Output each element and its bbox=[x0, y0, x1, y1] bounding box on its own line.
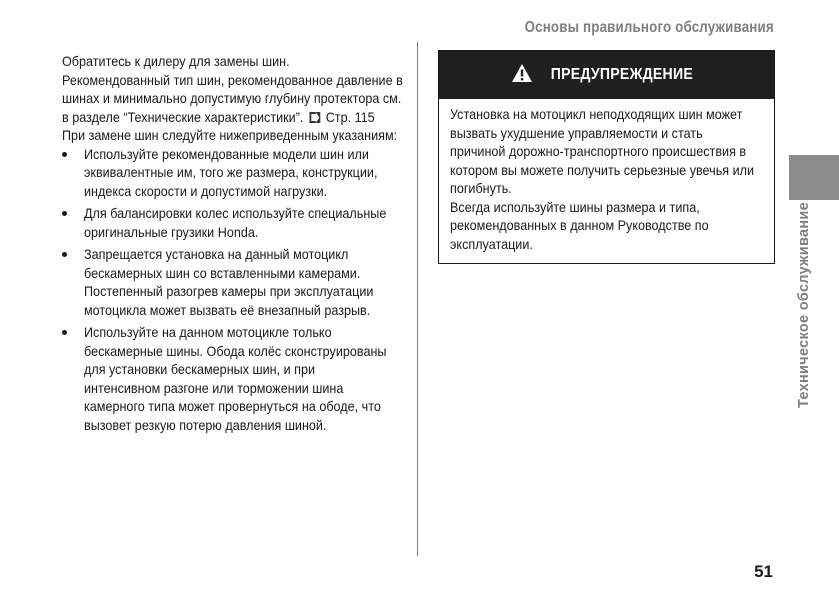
bullet-icon bbox=[62, 330, 67, 335]
left-column bbox=[62, 52, 407, 438]
side-section-label: Техническое обслуживание bbox=[796, 202, 812, 408]
instructions-list bbox=[62, 145, 407, 435]
list-item bbox=[62, 323, 407, 434]
warning-body bbox=[439, 99, 774, 253]
bullet-icon bbox=[62, 211, 67, 216]
list-item-text: Для балансировки колес используйте специальные оригинальные грузики Honda. bbox=[84, 205, 387, 240]
bullet-icon bbox=[62, 252, 67, 257]
page-reference-arrow-icon bbox=[310, 112, 321, 123]
side-tab-marker bbox=[789, 155, 839, 200]
replacement-lead-paragraph: При замене шин следуйте нижеприведенным указаниям: bbox=[62, 127, 398, 143]
intro-paragraph: Обратитесь к дилеру для замены шин. bbox=[62, 53, 290, 69]
column-divider bbox=[417, 42, 418, 556]
page-header-title: Основы правильного обслуживания bbox=[524, 19, 774, 36]
warning-title: ПРЕДУПРЕЖДЕНИЕ bbox=[550, 66, 693, 83]
list-item-text: Запрещается установка на данный мотоцикл бескамерных шин со вставленными камерами. Постепенный разогрев камеры при эксплуатации мотоцикла может вызвать её внезапный разрыв. bbox=[84, 246, 374, 318]
list-item-text: Используйте рекомендованные модели шин или эквивалентные им, того же размера, конструкции, индекса скорости и допустимой нагрузки. bbox=[84, 145, 378, 199]
warning-header bbox=[439, 51, 774, 99]
list-item-text: Используйте на данном мотоцикле только бескамерные шины. Обода колёс сконструированы для установки бескамерных шин, и при интенсивном разгоне или торможении шина камерного типа может провернуться на ободе, что вызовет резкую потерю давления шиной. bbox=[84, 324, 387, 433]
warning-text-1: Установка на мотоцикл неподходящих шин может вызвать ухудшение управляемости и стать причиной дорожно-транспортного происшествия в котором вы можете получить серьезные увечья или погибнуть. bbox=[450, 106, 755, 196]
page-number: 51 bbox=[754, 562, 773, 581]
list-item bbox=[62, 245, 407, 319]
recommended-paragraph bbox=[62, 71, 407, 127]
warning-text-2: Всегда используйте шины размера и типа, рекомендованных в данном Руководстве по эксплуатации. bbox=[450, 198, 709, 252]
warning-triangle-icon bbox=[511, 63, 533, 88]
warning-box bbox=[438, 50, 775, 264]
recommended-text: Рекомендованный тип шин, рекомендованное давление в шинах и минимально допустимую глубину протектора см. в разделе “Технические характеристики”. bbox=[62, 71, 403, 125]
list-item bbox=[62, 204, 407, 241]
page-reference-link[interactable]: Стр. 115 bbox=[325, 108, 375, 125]
bullet-icon bbox=[62, 152, 67, 157]
list-item bbox=[62, 145, 407, 201]
